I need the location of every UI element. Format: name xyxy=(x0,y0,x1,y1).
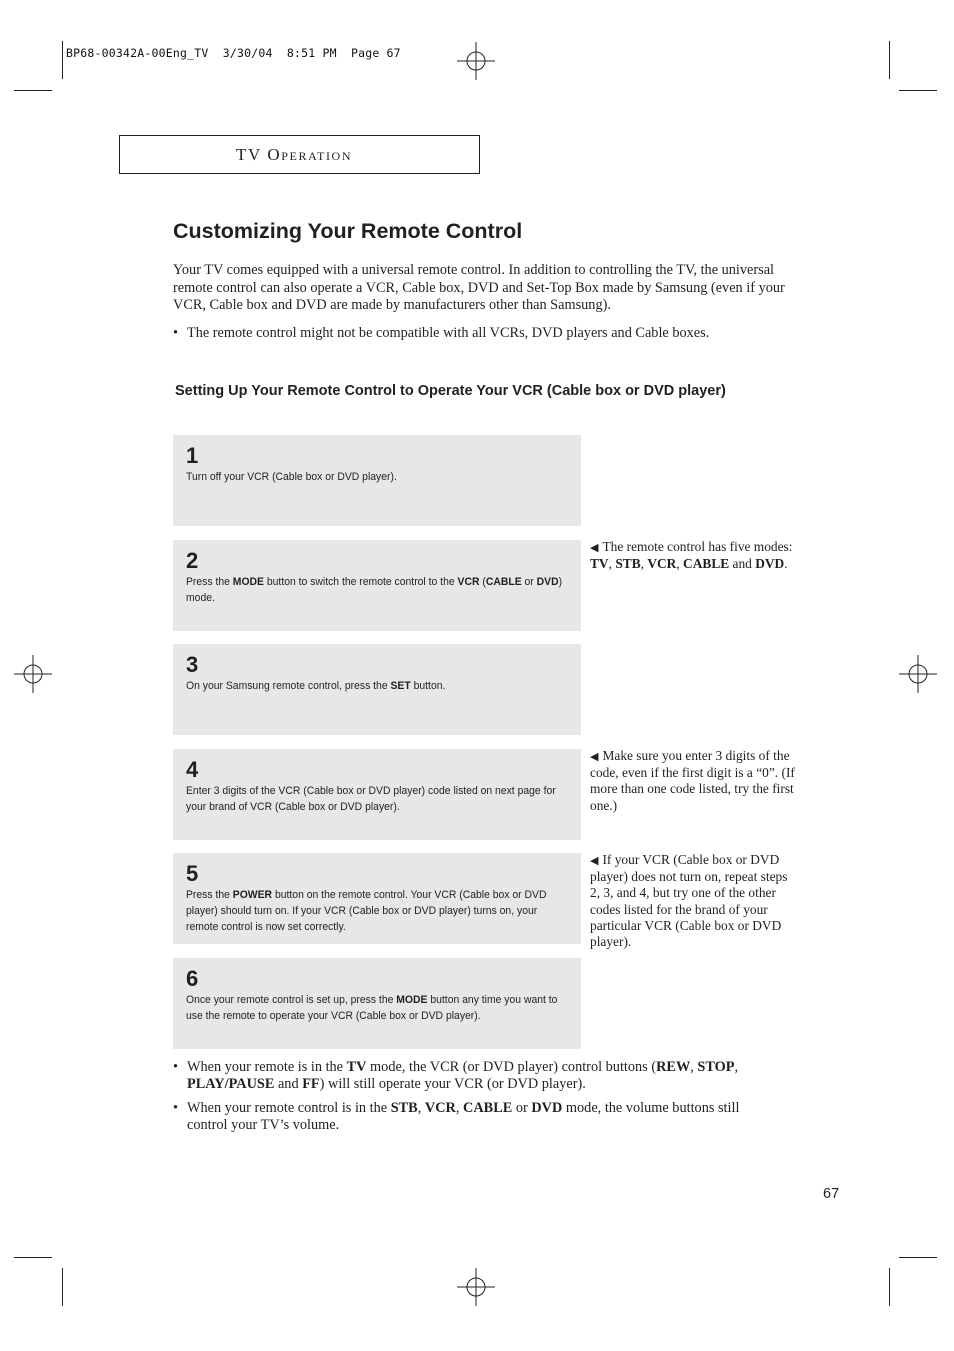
arrow-left-icon: ◀ xyxy=(590,751,599,763)
step-number: 5 xyxy=(186,861,199,886)
step-text: Turn off your VCR (Cable box or DVD player). xyxy=(186,471,397,483)
section-subtitle: Setting Up Your Remote Control to Operate Your VCR (Cable box or DVD player) xyxy=(175,383,726,399)
registration-mark-bottom xyxy=(457,1268,495,1306)
print-slug: BP68-00342A-00Eng_TV 3/30/04 8:51 PM Page 67 xyxy=(66,46,401,60)
step-text: Once your remote control is set up, press the MODE button any time you want to use the remote to operate your VCR (Cable box or DVD player). xyxy=(186,994,558,1022)
side-note-digits: ◀ Make sure you enter 3 digits of the code, even if the first digit is a “0”. (If more than one code listed, try the first one.) xyxy=(590,748,795,813)
step-6 xyxy=(173,958,581,1049)
intro-bullet: • The remote control might not be compatible with all VCRs, DVD players and Cable boxes. xyxy=(173,325,710,341)
section-header xyxy=(119,135,480,174)
registration-mark-left xyxy=(14,655,52,693)
arrow-left-icon: ◀ xyxy=(590,855,599,867)
bottom-bullet-1: • When your remote is in the TV mode, the VCR (or DVD player) control buttons (REW, STOP, PLAY/PAUSE and FF) will still operate your VCR (or DVD player). xyxy=(173,1059,739,1092)
intro-bullet-text: The remote control might not be compatible with all VCRs, DVD players and Cable boxes. xyxy=(187,325,710,341)
step-number: 4 xyxy=(186,757,199,782)
registration-mark-top xyxy=(457,42,495,80)
page-title: Customizing Your Remote Control xyxy=(173,219,523,243)
step-text: Enter 3 digits of the VCR (Cable box or DVD player) code listed on next page for your brand of VCR (Cable box or DVD player). xyxy=(186,785,556,813)
step-3 xyxy=(173,644,581,735)
step-text: On your Samsung remote control, press the SET button. xyxy=(186,680,446,692)
registration-mark-right xyxy=(899,655,937,693)
step-number: 2 xyxy=(186,548,199,573)
step-number: 1 xyxy=(186,443,199,468)
intro-paragraph: Your TV comes equipped with a universal remote control. In addition to controlling the TV, the universal remote control can also operate a VCR, Cable box, DVD and Set-Top Box made by Samsung (even if your VCR, Cable box and DVD are made by manufacturers other than Samsung). xyxy=(173,262,785,314)
step-text: Press the MODE button to switch the remote control to the VCR (CABLE or DVD) mode. xyxy=(186,576,563,604)
step-4 xyxy=(173,749,581,840)
step-2 xyxy=(173,540,581,631)
step-1 xyxy=(173,435,581,526)
step-5 xyxy=(173,853,581,944)
bottom-bullet-2: • When your remote control is in the STB, VCR, CABLE or DVD mode, the volume buttons still control your TV’s volume. xyxy=(173,1100,740,1133)
step-number: 3 xyxy=(186,652,199,677)
side-note-troubleshoot: ◀ If your VCR (Cable box or DVD player) does not turn on, repeat steps 2, 3, and 4, but try one of the other codes listed for the brand of your particular VCR (Cable box or DVD player). xyxy=(590,852,788,950)
arrow-left-icon: ◀ xyxy=(590,542,599,554)
page-number: 67 xyxy=(823,1186,840,1202)
step-text: Press the POWER button on the remote control. Your VCR (Cable box or DVD player) should turn on. If your VCR (Cable box or DVD player) turns on, your remote control is now set correctly. xyxy=(186,889,547,933)
section-label: TV Operation xyxy=(236,145,353,164)
step-number: 6 xyxy=(186,966,199,991)
side-note-modes: ◀ The remote control has five modes: TV, STB, VCR, CABLE and DVD. xyxy=(590,539,793,572)
